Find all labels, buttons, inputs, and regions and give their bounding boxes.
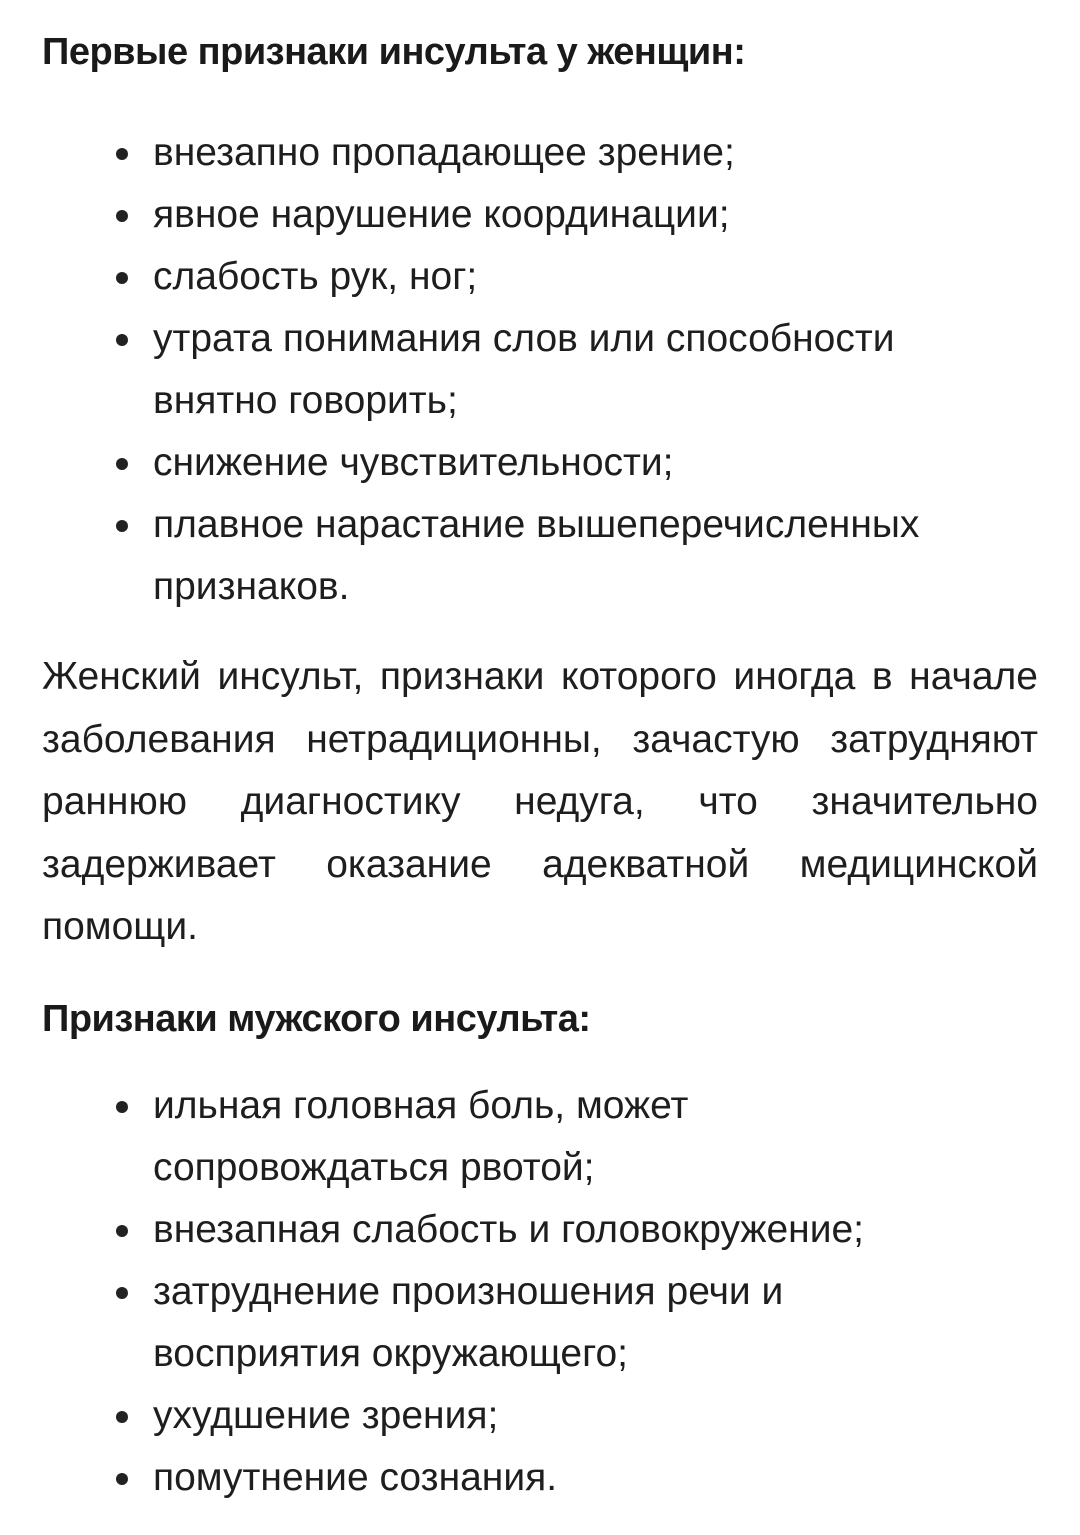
list-item xyxy=(42,246,1003,308)
list-item xyxy=(42,1199,1033,1261)
list-item xyxy=(42,494,1033,618)
women-signs-list xyxy=(42,122,1038,618)
list-item-text: затруднение произношения речи и восприятия окружающего; xyxy=(153,1269,784,1375)
bullet-dot-icon xyxy=(116,1411,128,1423)
bullet-dot-icon xyxy=(116,458,128,470)
list-item-text: плавное нарастание вышеперечисленных признаков. xyxy=(153,503,920,608)
list-item xyxy=(42,432,1003,494)
body-paragraph: Женский инсульт, признаки которого иногда в начале заболевания нетрадиционны, зачастую затрудняют раннюю диагностику недуга, что значительно задерживает оказание адекватной медицинской помощи. xyxy=(42,655,1038,948)
list-item-text: явное нарушение координации; xyxy=(153,193,730,236)
list-item-text: ильная головная боль, может сопровождаться рвотой; xyxy=(153,1083,689,1189)
list-item xyxy=(42,184,1003,246)
bullet-dot-icon xyxy=(116,1473,128,1485)
list-item-text: снижение чувствительности; xyxy=(153,441,674,484)
list-item xyxy=(42,1261,893,1385)
bullet-dot-icon xyxy=(116,1101,128,1113)
bullet-dot-icon xyxy=(116,210,128,222)
list-item-text: внезапно пропадающее зрение; xyxy=(153,131,735,174)
men-signs-list xyxy=(42,1075,1038,1509)
bullet-dot-icon xyxy=(116,1225,128,1237)
women-signs-heading: Первые признаки инсульта у женщин: xyxy=(42,31,746,73)
bullet-dot-icon xyxy=(116,272,128,284)
list-item-text: слабость рук, ног; xyxy=(153,255,478,298)
list-item-text: ухудшение зрения; xyxy=(153,1393,499,1437)
list-item-text: утрата понимания слов или способности внятно говорить; xyxy=(153,317,895,422)
list-item xyxy=(42,1385,1003,1447)
list-item xyxy=(42,1447,1003,1509)
list-item xyxy=(42,308,1023,432)
list-item xyxy=(42,122,1003,184)
list-item-text: помутнение сознания. xyxy=(153,1455,558,1499)
list-item xyxy=(42,1075,793,1199)
list-item-text: внезапная слабость и головокружение; xyxy=(153,1207,865,1251)
bullet-dot-icon xyxy=(116,334,128,346)
bullet-dot-icon xyxy=(116,520,128,532)
bullet-dot-icon xyxy=(116,1287,128,1299)
bullet-dot-icon xyxy=(116,148,128,160)
men-signs-heading: Признаки мужского инсульта: xyxy=(42,997,591,1040)
